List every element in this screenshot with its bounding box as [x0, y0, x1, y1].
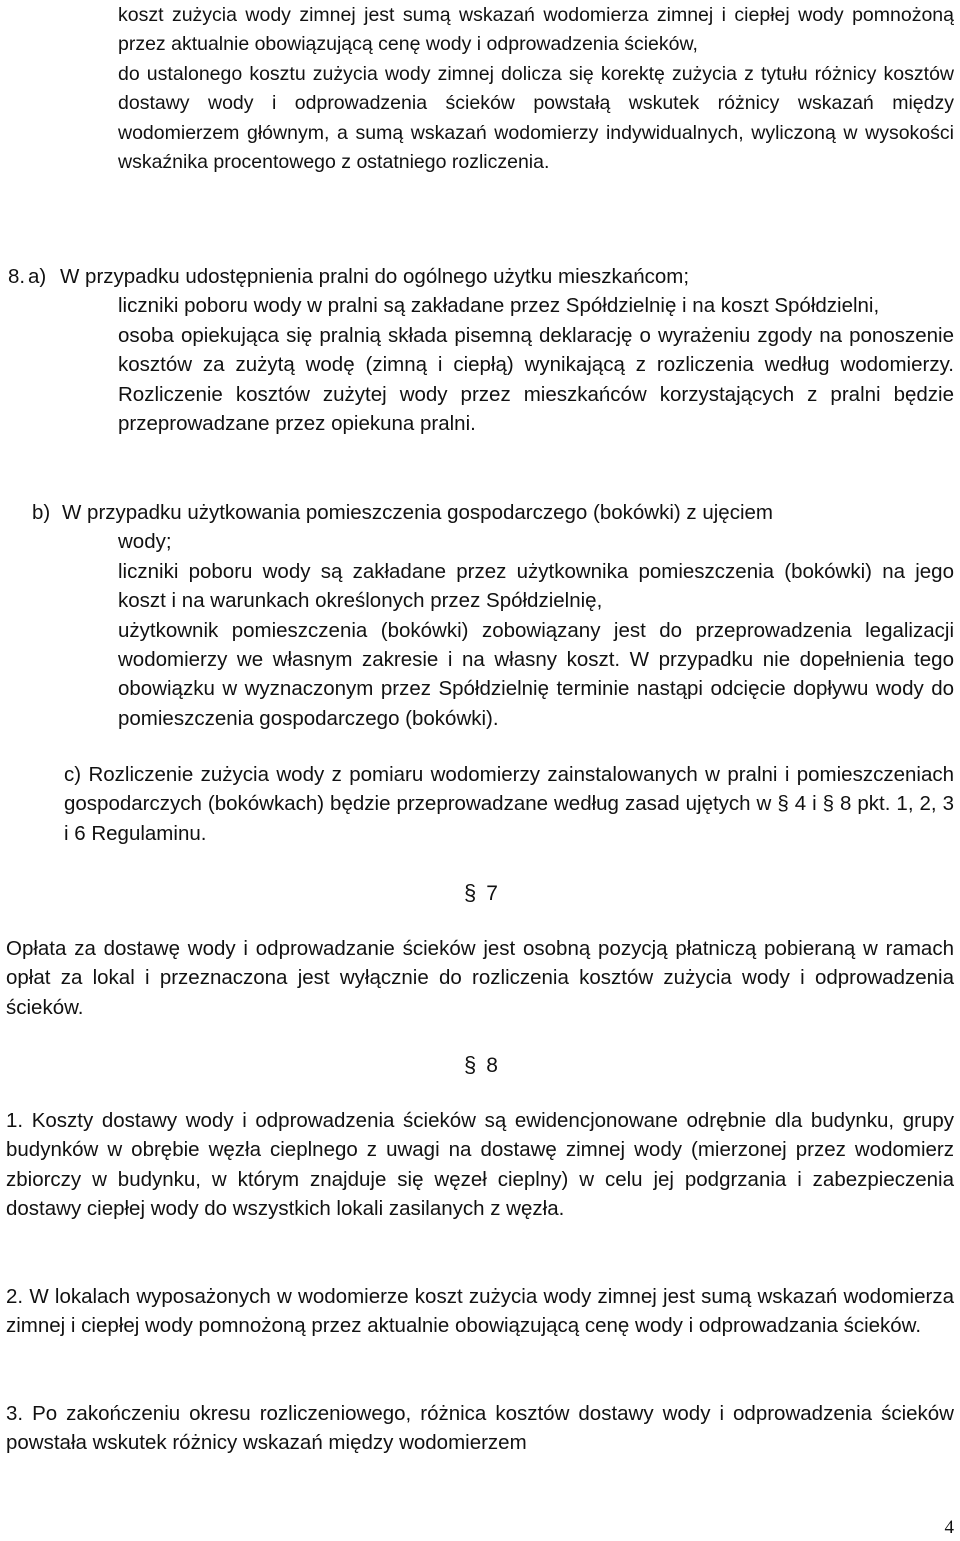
- intro-block: [118, 1, 954, 177]
- section-8-paragraph-1: 1. Koszty dostawy wody i odprowadzenia ścieków są ewidencjonowane odrębnie dla budynku, grupy budynków w obrębie węzła cieplnego z uwagi na dostawę zimnej wody (mierzonej przez wodomierz zbiorczy w budynku, w którym znajduje się węzeł cieplny) w celu jej podgrzania i zabezpieczenia dostawy ciepłej wody do wszystkich lokali zasilanych z węzła.: [6, 1109, 954, 1221]
- point-8a: [8, 262, 954, 438]
- point-8c-text: c) Rozliczenie zużycia wody z pomiaru wodomierzy zainstalowanych w pralni i pomieszczeniach gospodarczych (bokówkach) będzie przeprowadzane według zasad ujętych w § 4 i § 8 pkt. 1, 2, 3 i 6 Regulaminu.: [64, 763, 954, 845]
- point-8a-line: osoba opiekująca się pralnią składa pisemną deklarację o wyrażeniu zgody na ponoszenie kosztów za zużytą wodę (zimną i ciepłą) wynikającą z rozliczenia według wodomierzy. Rozliczenie kosztów zużytej wody przez mieszkańców korzystających z pralni będzie przeprowadzane przez opiekuna pralni.: [118, 323, 954, 436]
- point-8a-body: [8, 291, 954, 438]
- section-sign: §: [464, 1052, 477, 1077]
- intro-line: koszt zużycia wody zimnej jest sumą wskazań wodomierza zimnej i ciepłej wody pomnożoną przez aktualnie obowiązującą cenę wody i odprowadzenia ścieków,: [118, 4, 954, 56]
- point-8b-lead-line: [32, 498, 954, 527]
- subpoint-tag: b): [32, 501, 51, 524]
- point-8b-body: [32, 527, 954, 733]
- subpoint-tag: a): [28, 265, 47, 288]
- point-8b-line: wody;: [118, 530, 172, 554]
- section-number: 7: [486, 882, 498, 905]
- section-7-paragraph: Opłata za dostawę wody i odprowadzanie ścieków jest osobną pozycją płatniczą pobieraną w ramach opłat za lokal i przeznaczona jest wyłącznie do rozliczenia kosztów zużycia wody i odprowadzenia ścieków.: [6, 937, 954, 1019]
- point-8b: [32, 498, 954, 733]
- section-sign: §: [464, 880, 477, 905]
- point-8b-line: użytkownik pomieszczenia (bokówki) zobowiązany jest do przeprowadzenia legalizacji wodomierzy we własnym zakresie i na własny koszt. W przypadku nie dopełnienia tego obowiązku w wyznaczonym przez Spółdzielnię terminie nastąpi odcięcie dopływu wody do pomieszczenia gospodarczego (bokówki).: [118, 618, 954, 730]
- section-7-heading: [464, 878, 498, 909]
- point-8c: [64, 760, 954, 848]
- point-8b-line: liczniki poboru wody są zakładane przez użytkownika pomieszczenia (bokówki) na jego koszt i na warunkach określonych przez Spółdzielnię,: [118, 559, 954, 613]
- section-8-heading: [464, 1050, 498, 1081]
- point-8b-lead: W przypadku użytkowania pomieszczenia gospodarczego (bokówki) z ujęciem: [62, 501, 773, 524]
- section-number: 8: [486, 1054, 498, 1077]
- point-8a-lead: W przypadku udostępnienia pralni do ogólnego użytku mieszkańcom;: [60, 265, 690, 288]
- point-8a-lead-line: [8, 262, 954, 291]
- page-number: 4: [944, 1517, 954, 1538]
- section-8-paragraph-2: 2. W lokalach wyposażonych w wodomierze koszt zużycia wody zimnej jest sumą wskazań wodomierza zimnej i ciepłej wody pomnożoną przez aktualnie obowiązującą cenę wody i odprowadzania ścieków.: [6, 1285, 954, 1338]
- intro-line: do ustalonego kosztu zużycia wody zimnej dolicza się korektę zużycia z tytułu różnicy kosztów dostawy wody i odprowadzenia ścieków powstałą wskutek różnicy wskazań między wodomierzem głównym, a sumą wskazań wodomierzy indywidualnych, wyliczoną w wysokości wskaźnika procentowego z ostatniego rozliczenia.: [118, 62, 954, 174]
- section-8-paragraph-3: 3. Po zakończeniu okresu rozliczeniowego, różnica kosztów dostawy wody i odprowadzenia ścieków powstała wskutek różnicy wskazań między wodomierzem: [6, 1402, 954, 1455]
- point-number: 8.: [8, 265, 26, 288]
- point-8a-line: liczniki poboru wody w pralni są zakładane przez Spółdzielnię i na koszt Spółdzielni,: [118, 294, 880, 318]
